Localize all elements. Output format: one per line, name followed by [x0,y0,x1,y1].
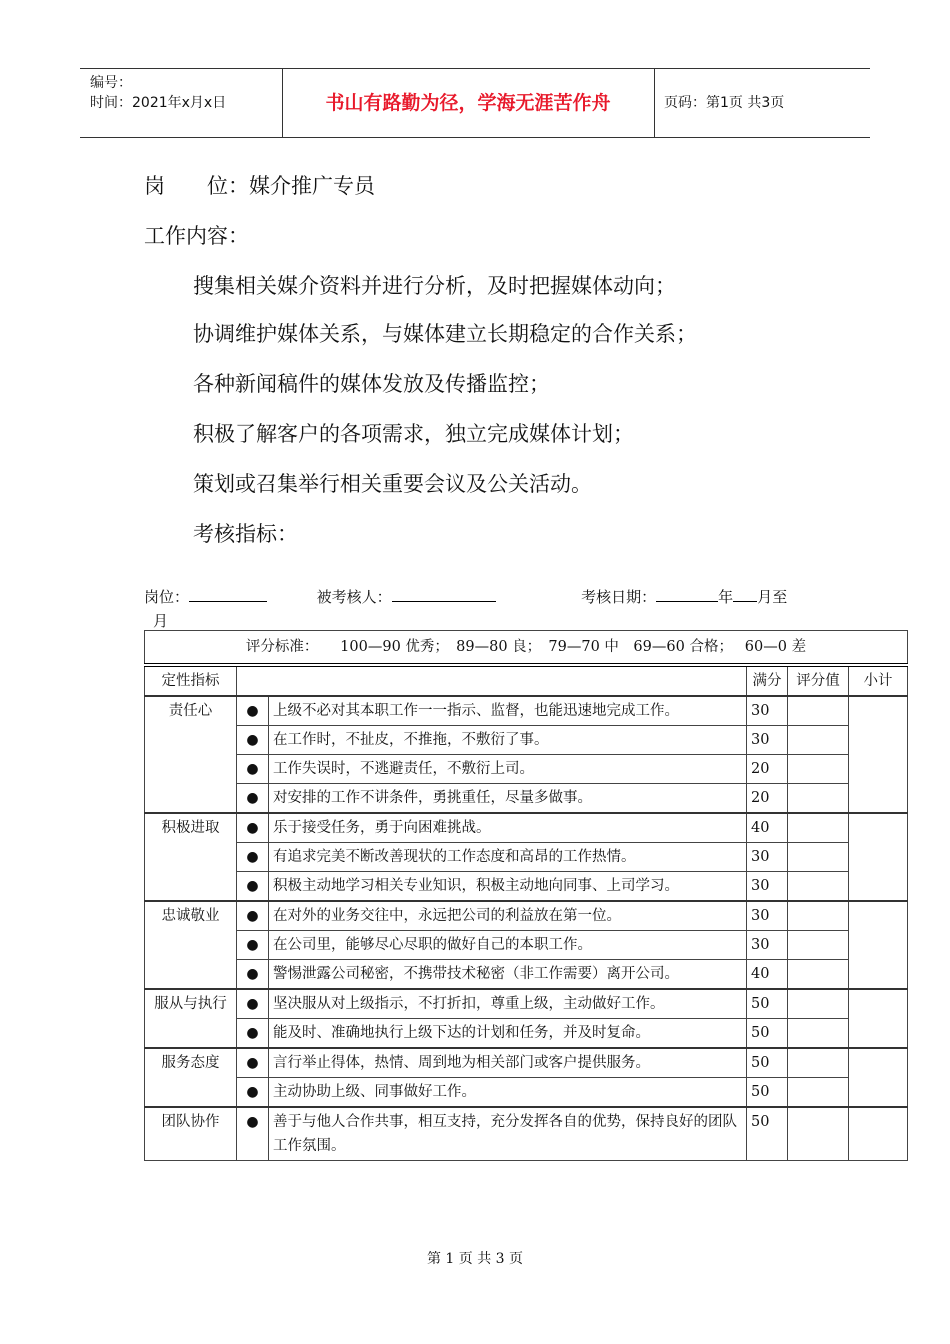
item-text: 坚决服从对上级指示，不打折扣，尊重上级，主动做好工作。 [269,989,747,1019]
item-text: 言行举止得体，热情、周到地为相关部门或客户提供服务。 [269,1048,747,1078]
table-row [145,931,908,960]
table-row [145,696,908,726]
rating-cell[interactable] [788,843,849,872]
item-score: 30 [747,726,788,755]
duty-item: 积极了解客户的各项需求，独立完成媒体计划； [193,422,634,446]
number-label: 编号： [90,75,132,91]
item-score: 40 [747,960,788,990]
position-field[interactable] [189,587,267,602]
rating-cell[interactable] [788,901,849,931]
rating-cell[interactable] [788,931,849,960]
item-text: 对安排的工作不讲条件，勇挑重任，尽量多做事。 [269,784,747,814]
subtotal-cell[interactable] [849,696,908,813]
subtotal-cell[interactable] [849,1107,908,1161]
assessee-field[interactable] [392,587,496,602]
rating-cell[interactable] [788,784,849,814]
position-line: 岗 位：媒介推广专员 [144,174,375,198]
category-cell: 积极进取 [145,813,237,901]
subtotal-cell[interactable] [849,1048,908,1107]
position-field-label: 岗位： [144,588,190,606]
item-text: 警惕泄露公司秘密，不携带技术秘密（非工作需要）离开公司。 [269,960,747,990]
duty-item: 搜集相关媒介资料并进行分析，及时把握媒体动向； [193,274,676,298]
month-to-label: 月至 [757,588,788,606]
item-score: 50 [747,989,788,1019]
duty-item: 各种新闻稿件的媒体发放及传播监控； [193,372,550,396]
category-cell: 服从与执行 [145,989,237,1048]
table-row [145,813,908,843]
table-row [145,726,908,755]
item-text: 积极主动地学习相关专业知识，积极主动地向同事、上司学习。 [269,872,747,902]
rating-cell[interactable] [788,872,849,902]
item-score: 20 [747,755,788,784]
date-field-label: 考核日期： [581,588,657,606]
subtotal-cell[interactable] [849,989,908,1048]
header-motto: 书山有路勤为径，学海无涯苦作舟 [325,92,611,114]
bullet-icon: ● [237,901,269,931]
item-score: 30 [747,872,788,902]
item-score: 30 [747,901,788,931]
page-footer: 第 1 页 共 3 页 [426,1251,524,1267]
table-row [145,1107,908,1161]
bullet-icon: ● [237,813,269,843]
item-text: 工作失误时，不逃避责任，不敷衍上司。 [269,755,747,784]
subtotal-cell[interactable] [849,901,908,989]
assessee-field-label: 被考核人： [316,588,392,606]
scoring-criteria: 评分标准： 100—90 优秀； 89—80 良； 79—70 中 69—60 合格； 60—0 差 [145,631,908,666]
item-text: 有追求完美不断改善现状的工作态度和高昂的工作热情。 [269,843,747,872]
rating-cell[interactable] [788,960,849,990]
table-row [145,843,908,872]
assessment-title: 考核指标： [193,522,298,546]
table-row [145,755,908,784]
item-text: 主动协助上级、同事做好工作。 [269,1078,747,1108]
header-page-info: 页码：第1页 共3页 [664,95,785,111]
item-text: 乐于接受任务，勇于向困难挑战。 [269,813,747,843]
item-text: 在公司里，能够尽心尽职的做好自己的本职工作。 [269,931,747,960]
rating-cell[interactable] [788,696,849,726]
rating-cell[interactable] [788,1048,849,1078]
item-score: 50 [747,1048,788,1078]
table-row [145,901,908,931]
bullet-icon: ● [237,960,269,990]
table-row [145,1078,908,1108]
year-label: 年 [718,588,734,606]
item-text: 上级不必对其本职工作一一指示、监督，也能迅速地完成工作。 [269,696,747,726]
rating-cell[interactable] [788,726,849,755]
bullet-icon: ● [237,931,269,960]
bullet-icon: ● [237,726,269,755]
month-from-field[interactable] [733,587,757,602]
evaluation-table [144,630,908,1161]
header-meta [90,73,226,113]
category-cell: 责任心 [145,696,237,813]
table-row [145,960,908,990]
item-text: 能及时、准确地执行上级下达的计划和任务，并及时复命。 [269,1019,747,1049]
duty-item: 协调维护媒体关系，与媒体建立长期稳定的合作关系； [193,322,697,346]
table-row [145,784,908,814]
month-end-label: 月 [153,612,169,630]
item-score: 50 [747,1019,788,1049]
rating-cell[interactable] [788,1078,849,1108]
item-score: 30 [747,843,788,872]
rating-cell[interactable] [788,989,849,1019]
header-full-score: 满分 [747,665,788,696]
subtotal-cell[interactable] [849,813,908,901]
date-label: 时间：2021年x月x日 [90,95,227,111]
bullet-icon: ● [237,1107,269,1161]
table-row [145,989,908,1019]
bullet-icon: ● [237,989,269,1019]
category-cell: 团队协作 [145,1107,237,1161]
rating-cell[interactable] [788,1107,849,1161]
bullet-icon: ● [237,872,269,902]
item-score: 40 [747,813,788,843]
form-line [144,586,787,607]
item-score: 30 [747,696,788,726]
bullet-icon: ● [237,843,269,872]
page-header [80,68,870,138]
rating-cell[interactable] [788,755,849,784]
header-subtotal: 小计 [849,665,908,696]
item-text: 善于与他人合作共事，相互支持，充分发挥各自的优势，保持良好的团队工作氛围。 [269,1107,747,1161]
header-indicator: 定性指标 [145,665,237,696]
rating-cell[interactable] [788,813,849,843]
bullet-icon: ● [237,696,269,726]
item-score: 50 [747,1078,788,1108]
header-blank [237,665,747,696]
category-cell: 忠诚敬业 [145,901,237,989]
item-score: 20 [747,784,788,814]
work-content-title: 工作内容： [144,224,249,248]
duty-item: 策划或召集举行相关重要会议及公关活动。 [193,472,592,496]
bullet-icon: ● [237,1048,269,1078]
item-text: 在工作时，不扯皮，不推拖，不敷衍了事。 [269,726,747,755]
year-field[interactable] [656,587,718,602]
item-score: 50 [747,1107,788,1161]
table-row [145,1048,908,1078]
item-text: 在对外的业务交往中，永远把公司的利益放在第一位。 [269,901,747,931]
table-row [145,872,908,902]
category-cell: 服务态度 [145,1048,237,1107]
header-divider [654,69,655,137]
bullet-icon: ● [237,1078,269,1108]
table-row [145,1019,908,1049]
bullet-icon: ● [237,1019,269,1049]
item-score: 30 [747,931,788,960]
bullet-icon: ● [237,755,269,784]
header-rating: 评分值 [788,665,849,696]
rating-cell[interactable] [788,1019,849,1049]
bullet-icon: ● [237,784,269,814]
